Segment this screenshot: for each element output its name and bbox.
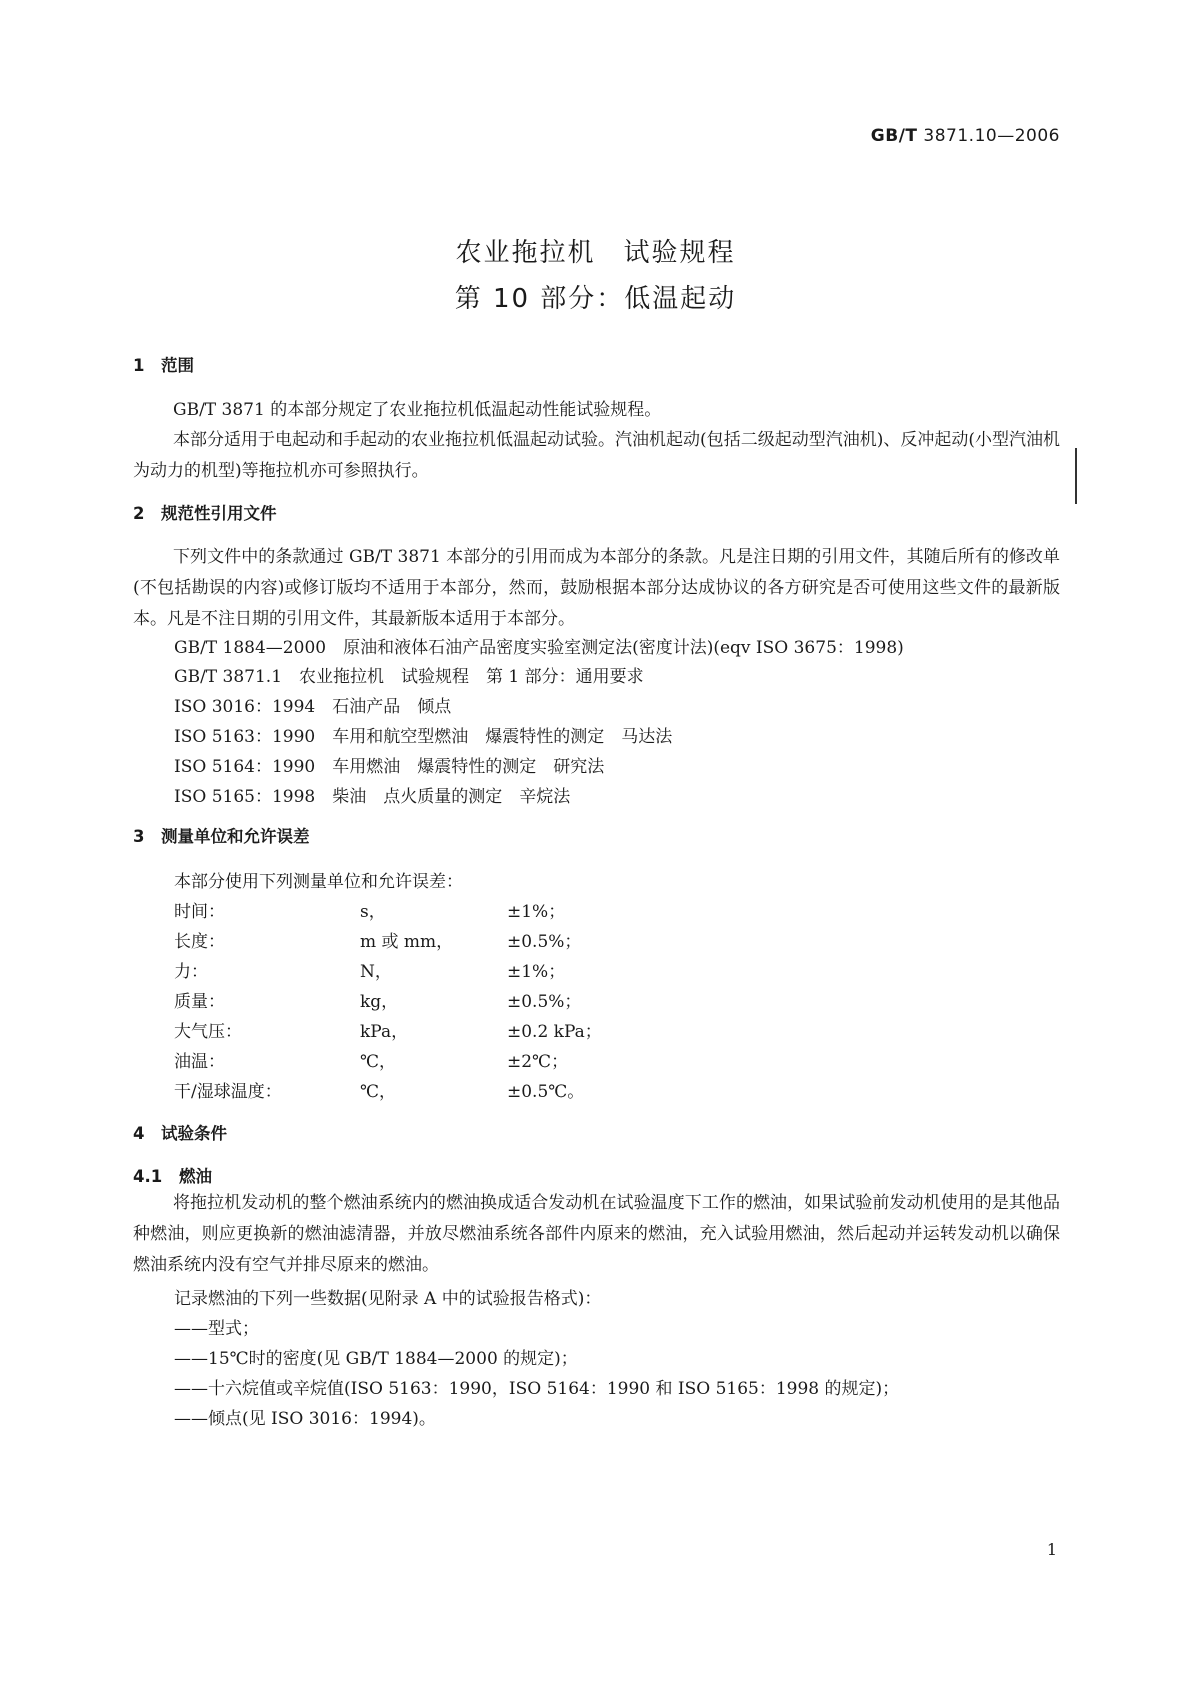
subsection-title: 燃油 bbox=[179, 1167, 212, 1186]
quantity-unit: kg， bbox=[360, 992, 399, 1012]
paragraph: 下列文件中的条款通过 GB/T 3871 本部分的引用而成为本部分的条款。凡是注日期的引用文件，其随后所有的修改单(不包括勘误的内容)或修订版均不适用于本部分，然而，鼓励根据本部分达成协议的各方研究是否可使用这些文件的最新版本。凡是不注日期的引用文件，其最新版本适用于本部分。 bbox=[133, 547, 1060, 629]
section-heading-1 bbox=[133, 352, 194, 376]
quantity-name: 长度： bbox=[174, 932, 225, 952]
reference-item: GB/T 3871.1 农业拖拉机 试验规程 第 1 部分：通用要求 bbox=[174, 667, 644, 687]
quantity-name: 干/湿球温度： bbox=[174, 1082, 282, 1102]
reference-item: ISO 3016：1994 石油产品 倾点 bbox=[174, 697, 452, 717]
quantity-unit: ℃， bbox=[360, 1052, 397, 1072]
section-heading-2 bbox=[133, 500, 277, 524]
reference-item: ISO 5164：1990 车用燃油 爆震特性的测定 研究法 bbox=[174, 757, 605, 777]
list-item: ——15℃时的密度(见 GB/T 1884—2000 的规定)； bbox=[174, 1349, 578, 1369]
quantity-name: 力： bbox=[174, 962, 208, 982]
section-number: 3 bbox=[133, 827, 145, 846]
standard-prefix: GB/T bbox=[870, 126, 918, 146]
standard-code: 3871.10—2006 bbox=[923, 126, 1060, 146]
quantity-tolerance: ±0.5%； bbox=[507, 992, 582, 1012]
quantity-unit: N， bbox=[360, 962, 392, 982]
list-item: ——型式； bbox=[174, 1319, 259, 1339]
quantity-unit: s， bbox=[360, 902, 386, 922]
list-item: ——十六烷值或辛烷值(ISO 5163：1990，ISO 5164：1990 和 ISO 5165：1998 的规定)； bbox=[174, 1379, 900, 1399]
page-number: 1 bbox=[1046, 1540, 1057, 1559]
quantity-tolerance: ±2℃； bbox=[507, 1052, 569, 1072]
section-title: 范围 bbox=[161, 356, 194, 375]
units-intro: 本部分使用下列测量单位和允许误差： bbox=[174, 872, 463, 892]
section-number: 2 bbox=[133, 504, 145, 523]
section-number: 4 bbox=[133, 1124, 145, 1143]
section-heading-3 bbox=[133, 823, 310, 847]
quantity-unit: ℃， bbox=[360, 1082, 397, 1102]
section-title: 测量单位和允许误差 bbox=[161, 827, 310, 846]
standard-number bbox=[871, 126, 1060, 146]
subsection-number: 4.1 bbox=[133, 1167, 163, 1186]
reference-item: GB/T 1884—2000 原油和液体石油产品密度实验室测定法(密度计法)(eqv ISO 3675：1998) bbox=[174, 638, 904, 658]
quantity-tolerance: ±1%； bbox=[507, 902, 566, 922]
quantity-unit: m 或 mm， bbox=[360, 932, 454, 952]
list-item: ——倾点(见 ISO 3016：1994)。 bbox=[174, 1409, 436, 1429]
section-heading-4 bbox=[133, 1120, 227, 1144]
subsection-heading-4-1 bbox=[133, 1163, 212, 1187]
quantity-tolerance: ±0.2 kPa； bbox=[507, 1022, 602, 1042]
quantity-unit: kPa， bbox=[360, 1022, 409, 1042]
quantity-tolerance: ±0.5℃。 bbox=[507, 1082, 585, 1102]
quantity-name: 时间： bbox=[174, 902, 225, 922]
change-bar bbox=[1075, 448, 1077, 504]
reference-item: ISO 5165：1998 柴油 点火质量的测定 辛烷法 bbox=[174, 787, 571, 807]
document-subtitle: 第 10 部分：低温起动 bbox=[454, 284, 737, 314]
section-title: 规范性引用文件 bbox=[161, 504, 277, 523]
paragraph: 本部分适用于电起动和手起动的农业拖拉机低温起动试验。汽油机起动(包括二级起动型汽油机)、反冲起动(小型汽油机为动力的机型)等拖拉机亦可参照执行。 bbox=[133, 430, 1060, 481]
paragraph: 将拖拉机发动机的整个燃油系统内的燃油换成适合发动机在试验温度下工作的燃油，如果试验前发动机使用的是其他品种燃油，则应更换新的燃油滤清器，并放尽燃油系统各部件内原来的燃油，充入试验用燃油，然后起动并运转发动机以确保燃油系统内没有空气并排尽原来的燃油。 bbox=[133, 1193, 1060, 1275]
reference-item: ISO 5163：1990 车用和航空型燃油 爆震特性的测定 马达法 bbox=[174, 727, 673, 747]
quantity-name: 油温： bbox=[174, 1052, 225, 1072]
paragraph: 记录燃油的下列一些数据(见附录 A 中的试验报告格式)： bbox=[174, 1289, 602, 1309]
section-number: 1 bbox=[133, 356, 145, 375]
paragraph: GB/T 3871 的本部分规定了农业拖拉机低温起动性能试验规程。 bbox=[173, 400, 662, 420]
quantity-tolerance: ±0.5%； bbox=[507, 932, 582, 952]
quantity-name: 质量： bbox=[174, 992, 225, 1012]
document-title: 农业拖拉机 试验规程 bbox=[455, 238, 736, 268]
quantity-tolerance: ±1%； bbox=[507, 962, 566, 982]
quantity-name: 大气压： bbox=[174, 1022, 242, 1042]
section-title: 试验条件 bbox=[161, 1124, 227, 1143]
